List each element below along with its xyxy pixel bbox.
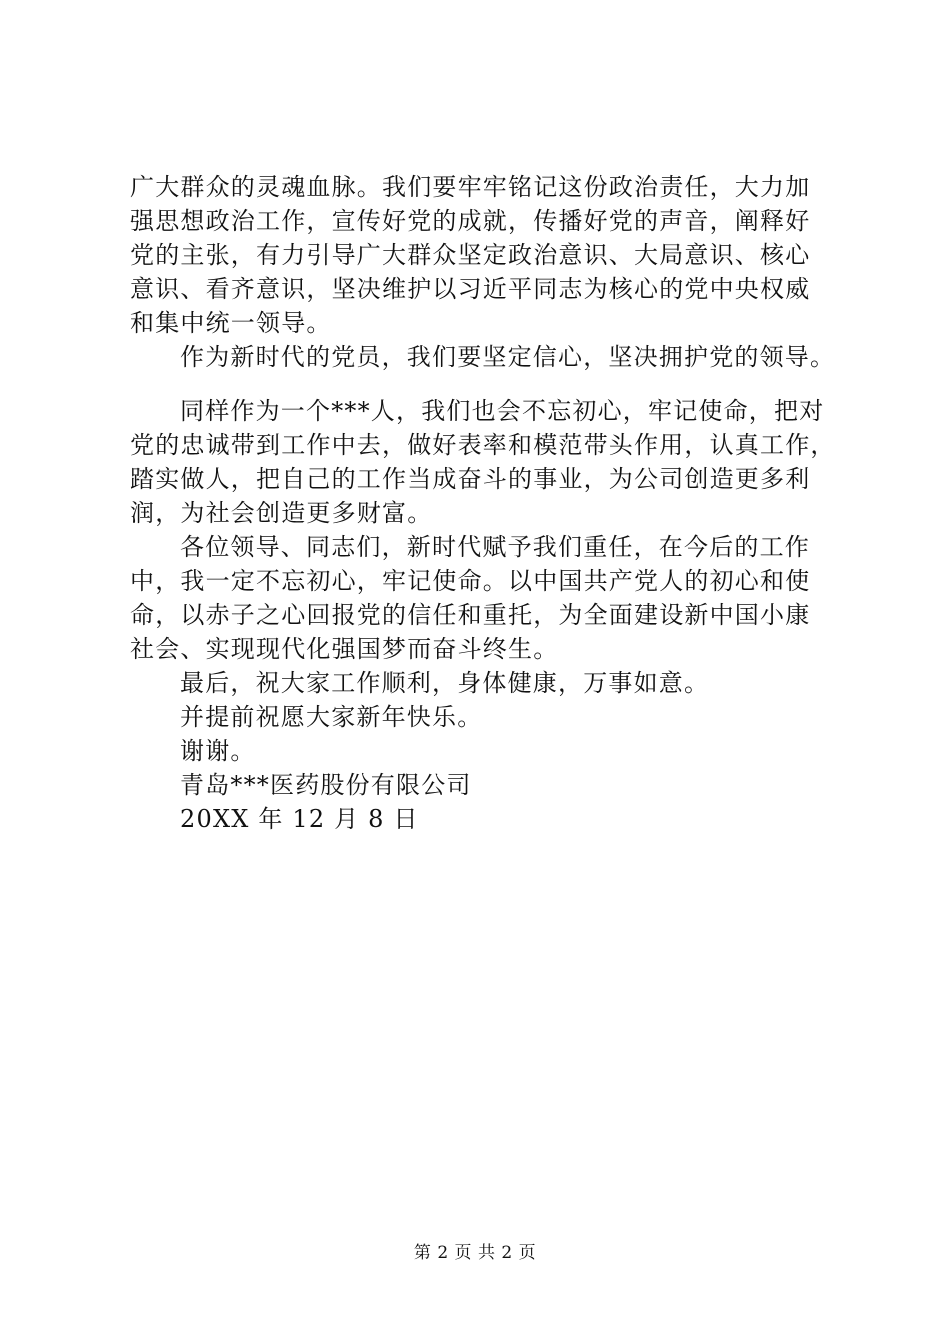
text-line: 社会、实现现代化强国梦而奋斗终生。 xyxy=(130,635,559,663)
page-footer xyxy=(0,1242,950,1264)
text-line: 命，以赤子之心回报党的信任和重托，为全面建设新中国小康 xyxy=(130,601,811,629)
text-line: 并提前祝愿大家新年快乐。 xyxy=(180,703,483,731)
text-line: 同样作为一个***人，我们也会不忘初心，牢记使命，把对 xyxy=(180,397,825,425)
text-line: 意识、看齐意识，坚决维护以习近平同志为核心的党中央权威 xyxy=(130,275,811,303)
text-line: 润，为社会创造更多财富。 xyxy=(130,499,433,527)
signature-company: 青岛***医药股份有限公司 xyxy=(180,771,472,799)
text-line: 踏实做人，把自己的工作当成奋斗的事业，为公司创造更多利 xyxy=(130,465,811,493)
text-line: 党的主张，有力引导广大群众坚定政治意识、大局意识、核心 xyxy=(130,241,811,269)
text-line: 各位领导、同志们，新时代赋予我们重任，在今后的工作 xyxy=(180,533,810,561)
text-line: 作为新时代的党员，我们要坚定信心，坚决拥护党的领导。 xyxy=(180,343,836,371)
text-line: 党的忠诚带到工作中去，做好表率和模范带头作用，认真工作， xyxy=(130,431,836,459)
text-line: 强思想政治工作，宣传好党的成就，传播好党的声音，阐释好 xyxy=(130,207,811,235)
text-line: 谢谢。 xyxy=(180,737,256,765)
text-line: 广大群众的灵魂血脉。我们要牢牢铭记这份政治责任，大力加 xyxy=(130,173,811,201)
page-indicator: 第 2 页 共 2 页 xyxy=(413,1243,537,1263)
text-line: 中，我一定不忘初心，牢记使命。以中国共产党人的初心和使 xyxy=(130,567,811,595)
text-line: 最后，祝大家工作顺利，身体健康，万事如意。 xyxy=(180,669,710,697)
text-line: 和集中统一领导。 xyxy=(130,309,332,337)
signature-date: 20XX 年 12 月 8 日 xyxy=(180,805,419,833)
